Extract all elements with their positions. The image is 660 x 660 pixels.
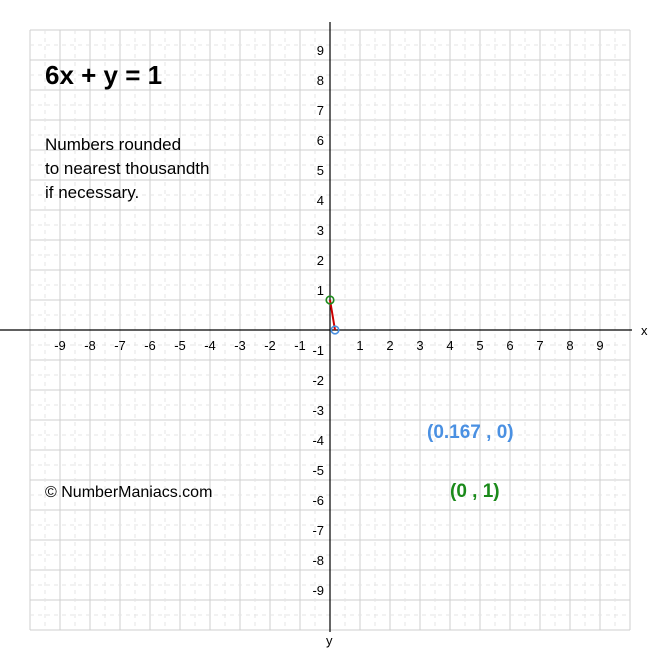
x-tick-label: 7: [536, 338, 544, 353]
y-tick-label: -1: [312, 343, 324, 358]
note-line-2: to nearest thousandth: [45, 159, 210, 178]
x-tick-label: -4: [204, 338, 216, 353]
y-tick-label: -7: [312, 523, 324, 538]
x-tick-label: -5: [174, 338, 186, 353]
y-tick-label: 3: [316, 223, 324, 238]
y-tick-label: 8: [316, 73, 324, 88]
x-tick-label: 9: [596, 338, 604, 353]
x-tick-label: 8: [566, 338, 574, 353]
x-tick-label: 5: [476, 338, 484, 353]
x-tick-label: -8: [84, 338, 96, 353]
y-tick-label: -8: [312, 553, 324, 568]
x-tick-label: -9: [54, 338, 66, 353]
x-tick-label: -2: [264, 338, 276, 353]
x-tick-label: -1: [294, 338, 306, 353]
tick-labels: [54, 43, 603, 598]
rounding-note: [45, 133, 209, 205]
x-tick-label: -7: [114, 338, 126, 353]
y-intercept-label: (0 , 1): [450, 481, 500, 502]
x-axis-label: x: [641, 323, 648, 338]
x-tick-label: 6: [506, 338, 514, 353]
y-tick-label: 6: [316, 133, 324, 148]
y-tick-label: -6: [312, 493, 324, 508]
y-tick-label: 2: [316, 253, 324, 268]
y-tick-label: -3: [312, 403, 324, 418]
note-line-3: if necessary.: [45, 183, 140, 202]
note-line-1: Numbers rounded: [45, 135, 182, 154]
y-tick-label: -5: [312, 463, 324, 478]
x-intercept-label: (0.167 , 0): [427, 422, 514, 443]
y-tick-label: 1: [316, 283, 324, 298]
x-tick-label: 4: [446, 338, 454, 353]
y-tick-label: 4: [316, 193, 324, 208]
copyright-text: © NumberManiacs.com: [45, 484, 213, 501]
y-axis-label: y: [326, 633, 333, 648]
x-tick-label: -6: [144, 338, 156, 353]
x-tick-label: 1: [356, 338, 364, 353]
y-tick-label: -4: [312, 433, 324, 448]
equation-title: 6x + y = 1: [45, 60, 163, 90]
x-tick-label: 2: [386, 338, 394, 353]
y-tick-label: -9: [312, 583, 324, 598]
x-tick-label: 3: [416, 338, 424, 353]
y-tick-label: 7: [316, 103, 324, 118]
y-tick-label: 9: [316, 43, 324, 58]
y-tick-label: 5: [316, 163, 324, 178]
x-tick-label: -3: [234, 338, 246, 353]
y-tick-label: -2: [312, 373, 324, 388]
axes: [0, 22, 648, 648]
